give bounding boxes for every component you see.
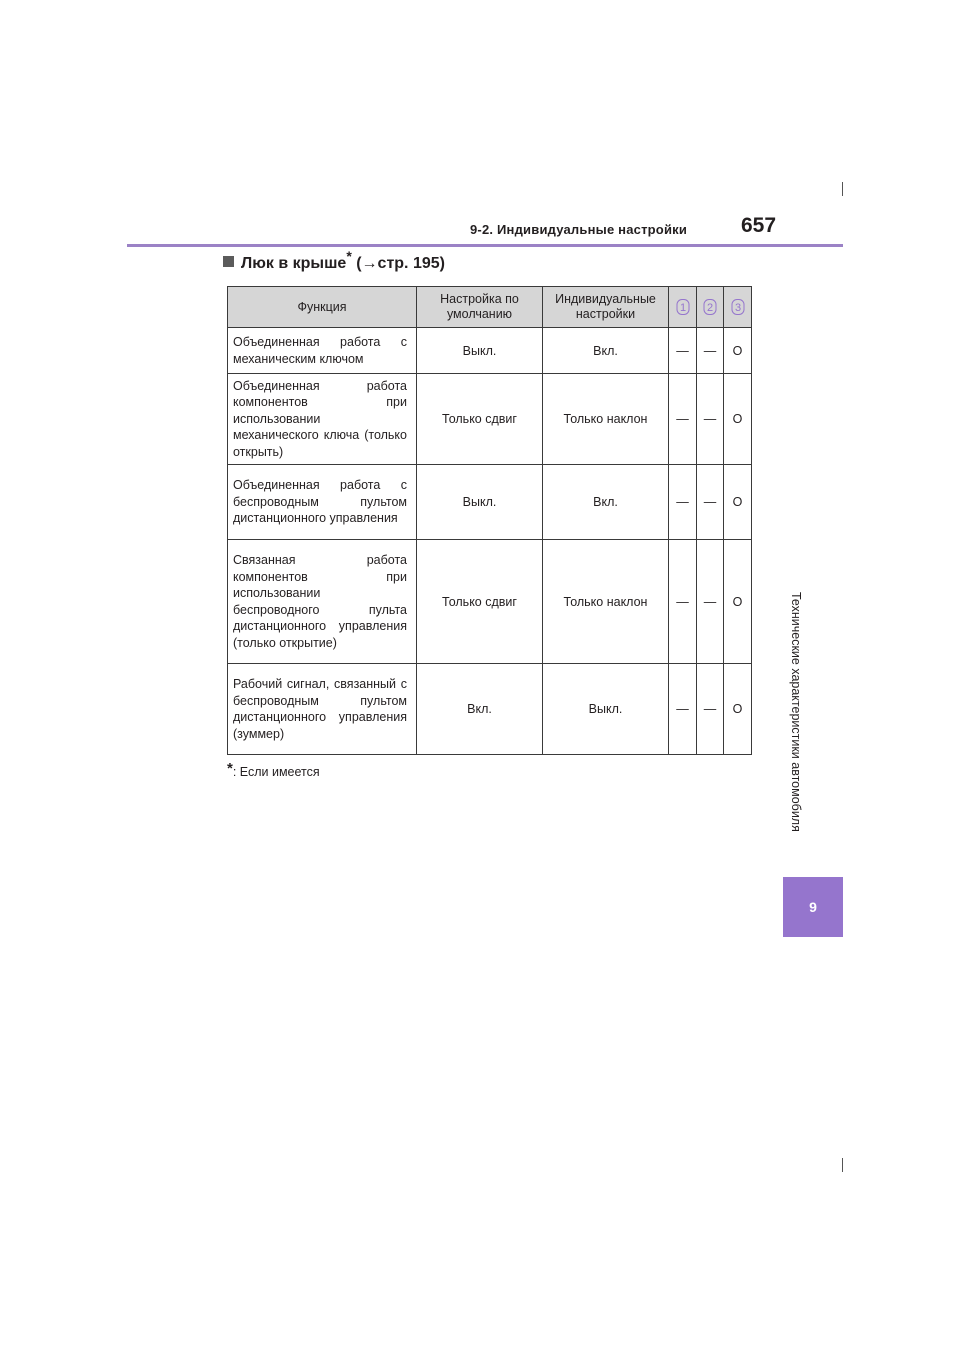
cell-default: Вкл. (417, 664, 543, 755)
table-header-row (228, 287, 752, 328)
section-title-text: Люк в крыше (241, 255, 347, 272)
header-col-2 (697, 287, 724, 328)
page-number: 657 (741, 214, 777, 237)
cell-col-1: — (669, 664, 697, 755)
cell-col-1: — (669, 465, 697, 540)
cell-col-1: — (669, 540, 697, 664)
cell-col-2: — (697, 664, 724, 755)
cell-col-3: O (724, 540, 752, 664)
chapter-side-title: Технические характеристики автомобиля (789, 592, 803, 832)
asterisk-mark: * (346, 248, 352, 264)
crop-mark-top (842, 182, 843, 196)
section-page-ref: (→стр. 195) (356, 255, 445, 272)
cell-custom: Вкл. (543, 328, 669, 374)
table-row (228, 465, 752, 540)
cell-function: Связанная работа компонентов при использовании беспроводного пульта дистанционного управления (только открытие) (228, 540, 417, 664)
cell-custom: Только наклон (543, 540, 669, 664)
square-bullet-icon (223, 256, 234, 267)
cell-function: Объединенная работа с беспроводным пультом дистанционного управления (228, 465, 417, 540)
cell-function: Рабочий сигнал, связанный с беспроводным пультом дистанционного управления (зуммер) (228, 664, 417, 755)
cell-col-1: — (669, 374, 697, 465)
header-function: Функция (228, 287, 417, 328)
cell-col-1: — (669, 328, 697, 374)
cell-col-3: O (724, 664, 752, 755)
cell-default: Выкл. (417, 465, 543, 540)
number-1-icon (676, 299, 690, 315)
header-col-1 (669, 287, 697, 328)
cell-function: Объединенная работа компонентов при использовании механического ключа (только открыть) (228, 374, 417, 465)
footnote (227, 760, 320, 779)
cell-col-2: — (697, 540, 724, 664)
chapter-tab-number: 9 (809, 899, 817, 915)
running-header-section: 9-2. Индивидуальные настройки (470, 222, 688, 237)
svg-text:3: 3 (734, 302, 741, 314)
table-row (228, 328, 752, 374)
cell-custom: Выкл. (543, 664, 669, 755)
cell-col-3: O (724, 328, 752, 374)
number-2-icon (703, 299, 717, 315)
svg-text:2: 2 (706, 302, 714, 314)
number-3-icon (731, 299, 745, 315)
cell-col-3: O (724, 465, 752, 540)
cell-default: Выкл. (417, 328, 543, 374)
cell-default: Только сдвиг (417, 540, 543, 664)
table-row (228, 374, 752, 465)
svg-text:1: 1 (679, 302, 686, 314)
settings-table (227, 286, 752, 755)
footnote-text: : Если имеется (232, 765, 320, 779)
cell-col-2: — (697, 465, 724, 540)
crop-mark-bottom (842, 1158, 843, 1172)
cell-col-2: — (697, 374, 724, 465)
section-title (223, 248, 445, 273)
cell-function: Объединенная работа с механическим ключом (228, 328, 417, 374)
footnote-asterisk: * (227, 760, 233, 777)
header-col-3 (724, 287, 752, 328)
cell-default: Только сдвиг (417, 374, 543, 465)
cell-col-3: O (724, 374, 752, 465)
table-row (228, 664, 752, 755)
table-row (228, 540, 752, 664)
cell-custom: Вкл. (543, 465, 669, 540)
cell-col-2: — (697, 328, 724, 374)
header-custom: Индивидуальные настройки (543, 287, 669, 328)
header-default: Настройка по умолчанию (417, 287, 543, 328)
header-rule (127, 244, 843, 247)
cell-custom: Только наклон (543, 374, 669, 465)
chapter-tab (783, 877, 843, 937)
